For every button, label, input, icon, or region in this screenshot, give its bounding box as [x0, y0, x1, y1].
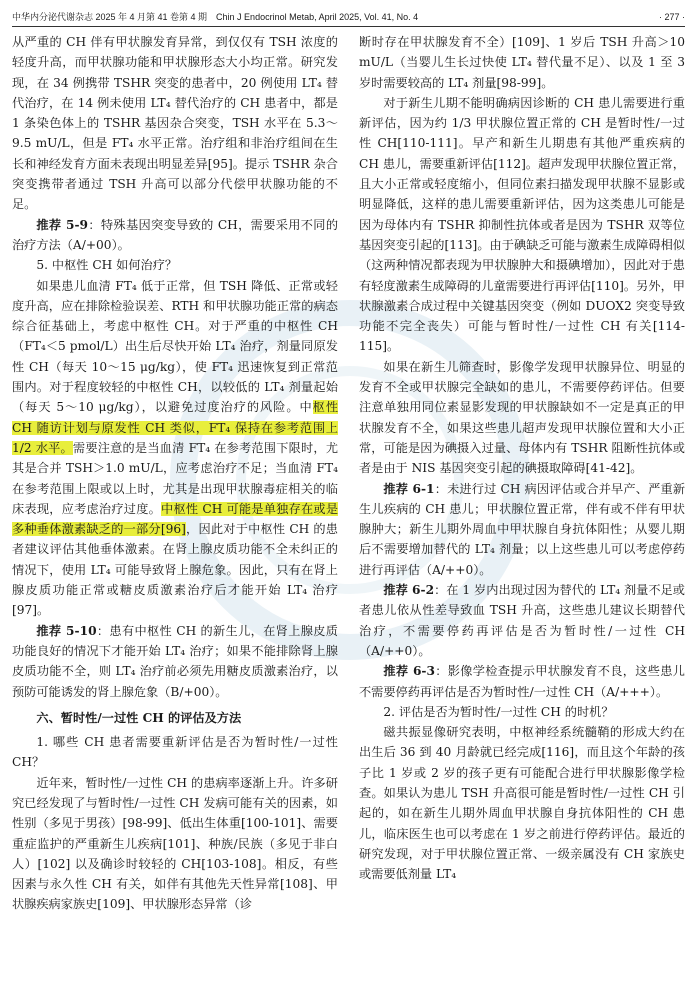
recommendation-text: ：特殊基因突变导致的 CH，需要采用不同的治疗方法（A/+00）。: [12, 217, 339, 252]
text-run: ，因此对于中枢性 CH 的患者建议评估其他垂体激素。在肾上腺皮质功能不全未纠正的情况下，使用 LT₄ 可能导致肾上腺危象。因此，只有在肾上腺皮质功能正常或糖皮质激素治疗后才能开始 LT₄ 治疗[97]。: [12, 522, 338, 618]
recommendation-label: 推荐 6-1: [383, 481, 435, 496]
recommendation-6-3: [359, 661, 685, 702]
paragraph: 近年来，暂时性/一过性 CH 的患病率逐渐上升。许多研究已经发现了与暂时性/一过性 CH 发病可能有关的因素，如性别（多见于男孩）[98-99]、低出生体重[100-101]、需要重症监护的严重新生儿疾病[101]、种族/民族（多见于非白人）[102] 以及确诊时较轻的 CH[103-108]。相反，有些因素与永久性 CH 有关，如伴有其他先天性异常[108]、甲状腺疾病家族史[109]、甲状腺形态异常（诊: [12, 775, 338, 912]
text-run: 如果患儿血清 FT₄ 低于正常，但 TSH 降低、正常或轻度升高，应在排除检验误差、RTH 和甲状腺功能正常的病态综合征基础上，考虑中枢性 CH。对于严重的中枢性 CH（FT₄＜5 pmol/L）出生后尽快开始 LT₄ 治疗，剂量同原发性 CH（每天 10～15 μg/kg），使 FT₄ 迅速恢复到正常范围内。对于程度较轻的中枢性 CH，以较低的 LT₄ 剂量起始（每天 5～10 μg/kg），以避免过度治疗的风险。中: [12, 278, 338, 415]
question-heading: 2. 评估是否为暂时性/一过性 CH 的时机？: [383, 704, 614, 719]
left-column: [12, 32, 338, 915]
paragraph: 对于新生儿期不能明确病因诊断的 CH 患儿需要进行重新评估，因为约 1/3 甲状腺位置正常的 CH 是暂时性/一过性 CH[110-111]。早产和新生儿期患有其他严重疾病的 CH 患儿，需要重新评估[112]。超声发现甲状腺位置正常，且大小正常或轻度缩小，但同位素扫描发现甲状腺不显影或明显降低，这样的患儿需要重新评估，因为这类患儿可能是因为母体内有 TSHR 抑制性抗体或者是因为 TSHR 双等位基因突变引起的[113]。由于碘缺乏可能与激素生成障碍相似（这两种情况都表现为甲状腺肿大和摄碘增加），因此对于患有轻度激素生成障碍的儿童需要进行再评估[110]。另外，甲状腺激素合成过程中关键基因突变（例如 DUOX2 突变导致功能不完全丧失）可能与暂时性/一过性 CH 有关[114-115]。: [359, 95, 685, 354]
paragraph: 从严重的 CH 伴有甲状腺发育异常，到仅仅有 TSH 浓度的轻度升高，而甲状腺功能和甲状腺形态大小均正常。研究发现，在 34 例携带 TSHR 突变的患者中，20 例使用 LT₄ 替代治疗，在 14 例未使用 LT₄ 替代治疗的 CH 患者中，都是 1 条染色体上的 TSHR 基因杂合突变，TSH 水平在 5.3～9.5 mU/L，但是 FT₄ 水平正常。治疗组和非治疗组间在生长和神经发育方面未表现出明显差异[95]。提示 TSHR 杂合突变携带者通过 TSH 升高可以部分代偿甲状腺功能的不足。: [12, 35, 338, 212]
recommendation-label: 推荐 6-2: [383, 583, 435, 598]
recommendation-label: 推荐 6-3: [383, 664, 435, 679]
recommendation-label: 推荐 5-9: [36, 217, 89, 232]
recommendation-text: ：影像学检查提示甲状腺发育不良，这些患儿不需要停药再评估是否为暂时性/一过性 CH（A/+++）。: [359, 664, 685, 699]
paragraph: 磁共振显像研究表明，中枢神经系统髓鞘的形成大约在出生后 36 到 40 月龄就已经完成[116]，而且这个年龄的孩子比 1 岁或 2 岁的孩子更有可能配合进行甲状腺影像学检查。如果认为患儿 TSH 升高很可能是暂时性/一过性 CH 引起的，如在新生儿期外周血甲状腺自身抗体阳性的 CH 患儿，临床医生也可以考虑在 1 岁之前进行停药评估。最近的研究发现，对于甲状腺位置正常、一级亲属没有 CH 家族史或需要低剂量 LT₄: [359, 725, 685, 882]
recommendation-6-1: [359, 479, 685, 580]
header-page-number: · 277 ·: [658, 12, 685, 22]
question-heading: 5. 中枢性 CH 如何治疗？: [36, 258, 178, 273]
paragraph: 如果在新生儿筛查时，影像学发现甲状腺异位、明显的发育不全或甲状腺完全缺如的患儿，不需要停药评估。但要注意单独用同位素显影发现的甲状腺缺如不一定是真正的甲状腺发育不全，如果这些患儿超声发现甲状腺位置和大小正常，可能是因为碘摄入过量、母体内有 TSHR 阻断性抗体或者是由于 NIS 基因突变引起的碘摄取障碍[41-42]。: [359, 359, 685, 476]
recommendation-text: ：在 1 岁内出现过因为替代的 LT₄ 剂量不足或者患儿依从性差导致血 TSH 升高，这些患儿建议长期替代治疗，不需要停药再评估是否为暂时性/一过性 CH（A/++0）。: [359, 583, 685, 658]
question-heading: 1. 哪些 CH 患者需要重新评估是否为暂时性/一过性 CH？: [12, 735, 338, 770]
paragraph: 断时存在甲状腺发育不全）[109]、1 岁后 TSH 升高＞10 mU/L（当婴儿生长过快使 LT₄ 替代量不足）、以及 1 至 3 岁时需要较高的 LT₄ 剂量[98-99]。: [359, 35, 685, 90]
right-column: [359, 32, 685, 884]
highlighted-text: 中枢性 CH 可能是单独存在或是多种垂体激素缺乏的一部分[96]: [12, 501, 339, 537]
recommendation-6-2: [359, 580, 685, 661]
recommendation-text: ：患有中枢性 CH 的新生儿，在肾上腺皮质功能良好的情况下才能开始 LT₄ 治疗；如果不能排除肾上腺皮质功能不全，则 LT₄ 治疗前必须先用糖皮质激素治疗，以预防可能诱发的肾上腺危象（B/+00）。: [12, 623, 338, 699]
section-heading: 六、暂时性/一过性 CH 的评估及方法: [36, 710, 242, 725]
recommendation-5-9: [12, 215, 338, 256]
running-header: [12, 8, 685, 27]
recommendation-5-10: [12, 621, 338, 702]
recommendation-label: 推荐 5-10: [36, 623, 97, 638]
highlighted-text: 枢性 CH 随访计划与原发性 CH 类似，FT₄ 保持在参考范围上 1/2 水平。: [12, 400, 339, 455]
paragraph: [12, 276, 338, 621]
recommendation-text: ：未进行过 CH 病因评估或合并早产、严重新生儿疾病的 CH 患儿；甲状腺位置正常，伴有或不伴有甲状腺肿大；新生儿期外周血中甲状腺自身抗体阳性；从婴儿期后不需要增加替代的 LT₄ 剂量；以上这些患儿可以考虑停药进行再评估（A/++0）。: [359, 481, 686, 577]
text-run: 需要注意的是当血清 FT₄ 在参考范围下限时，尤其是合并 TSH＞1.0 mU/L，应考虑治疗不足；当血清 FT₄ 在参考范围上限或以上时，尤其是出现甲状腺毒症相关的临床表现，应考虑治疗过度。: [12, 440, 338, 516]
header-journal-info: 中华内分泌代谢杂志 2025 年 4 月第 41 卷第 4 期 Chin J Endocrinol Metab, April 2025, Vol. 41, No. 4: [12, 12, 419, 22]
